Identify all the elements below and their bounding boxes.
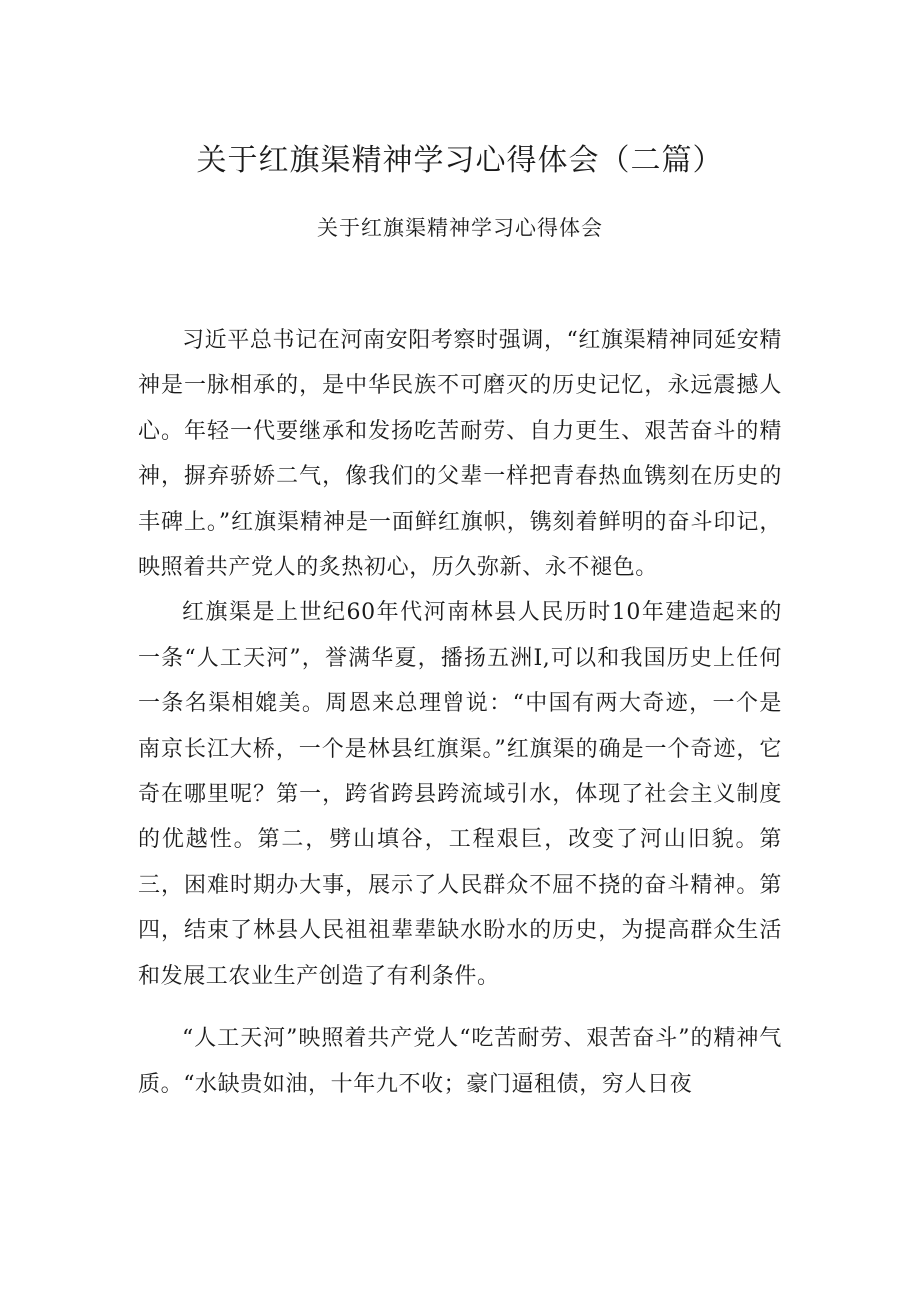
paragraph: 红旗渠是上世纪60年代河南林县人民历时10年建造起来的一条“人工天河”，誉满华夏，播扬五洲I,可以和我国历史上任何一条名渠相媲美。周恩来总理曾说：“中国有两大奇迹，一个是南京长江大桥，一个是林县红旗渠。”红旗渠的确是一个奇迹，它奇在哪里呢？第一，跨省跨县跨流域引水，体现了社会主义制度的优越性。第二，劈山填谷，工程艰巨，改变了河山旧貌。第三，困难时期办大事，展示了人民群众不屈不挠的奋斗精神。第四，结束了林县人民祖祖辈辈缺水盼水的历史，为提高群众生活和发展工农业生产创造了有利条件。 xyxy=(138,600,782,989)
paragraph: 习近平总书记在河南安阳考察时强调，“红旗渠精神同延安精神是一脉相承的，是中华民族不可磨灭的历史记忆，永远震撼人心。年轻一代要继承和发扬吃苦耐劳、自力更生、艰苦奋斗的精神，摒弃骄娇二气，像我们的父辈一样把青春热血镌刻在历史的丰碑上。”红旗渠精神是一面鲜红旗帜，镌刻着鲜明的奋斗印记，映照着共产党人的炙热初心，历久弥新、永不褪色。 xyxy=(138,328,782,581)
document-title: 关于红旗渠精神学习心得体会（二篇） xyxy=(196,143,724,178)
document-body xyxy=(138,318,782,1107)
paragraph: “人工天河”映照着共产党人“吃苦耐劳、艰苦奋斗”的精神气质。“水缺贵如油，十年九不收；豪门逼租债，穷人日夜 xyxy=(138,1026,782,1097)
document-subtitle: 关于红旗渠精神学习心得体会 xyxy=(317,216,603,240)
